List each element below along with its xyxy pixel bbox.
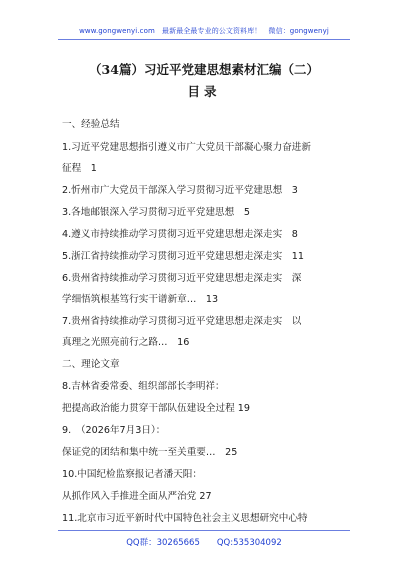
- toc-entry: 10.中国纪检监察报记者潘天阳：: [62, 469, 202, 480]
- footer-text: QQ群：30265665 QQ:535304092: [126, 538, 282, 548]
- toc-section-heading: 二、理论文章: [62, 359, 120, 370]
- toc-entry: 6.贵州省持续推动学习贯彻习近平党建思想走深走实 深: [62, 273, 302, 284]
- toc-entry: 2.忻州市广大党员干部深入学习贯彻习近平党建思想 3: [62, 185, 298, 196]
- page-header: [0, 26, 408, 36]
- toc-entry-continuation: 把提高政治能力贯穿干部队伍建设全过程 19: [62, 403, 250, 414]
- toc-heading: 目录: [187, 84, 221, 99]
- toc-section-heading: 一、经验总结: [62, 119, 120, 130]
- toc-entry: 5.浙江省持续推动学习贯彻习近平党建思想走深走实 11: [62, 251, 305, 262]
- header-rule: [58, 39, 350, 40]
- page-footer: [0, 536, 408, 548]
- header-text: www.gongwenyi.com 最新最全最专业的公文资料库！ 微信：gongwenyj: [79, 27, 329, 35]
- toc-entry-continuation: 保证党的团结和集中统一至关重要… 25: [62, 447, 238, 458]
- toc-entry-continuation: 学细悟筑根基笃行实干谱新章… 13: [62, 294, 219, 305]
- footer-rule: [58, 530, 350, 531]
- toc-entry: 1.习近平党建思想指引遵义市广大党员干部凝心聚力奋进新: [62, 142, 311, 153]
- toc-entry-continuation: 征程 1: [62, 163, 97, 174]
- toc-entry: 11.北京市习近平新时代中国特色社会主义思想研究中心特: [62, 513, 308, 524]
- toc-entry-continuation: 从抓作风入手推进全面从严治党 27: [62, 491, 212, 502]
- toc-entry: 8.吉林省委常委、组织部部长李明祥：: [62, 381, 225, 392]
- toc-entry: 9. （2026年7月3日）：: [62, 425, 166, 436]
- toc-entry: 4.遵义市持续推动学习贯彻习近平党建思想走深走实 8: [62, 229, 298, 240]
- toc-entry: 3.各地邮银深入学习贯彻习近平党建思想 5: [62, 207, 250, 218]
- document-title: （34篇）习近平党建思想素材汇编（二）: [89, 62, 319, 77]
- toc-entry: 7.贵州省持续推动学习贯彻习近平党建思想走深走实 以: [62, 316, 302, 327]
- toc-entry-continuation: 真理之光照亮前行之路… 16: [62, 337, 190, 348]
